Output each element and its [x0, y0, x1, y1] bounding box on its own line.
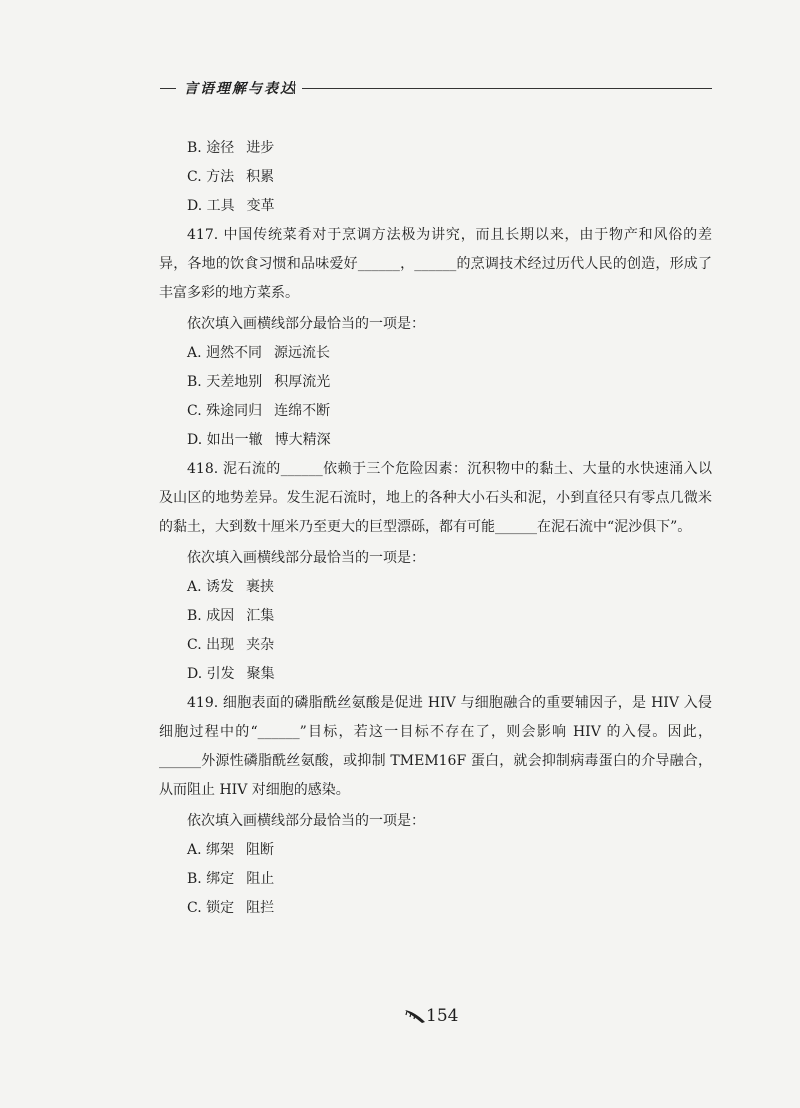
- header-rule: [302, 88, 712, 89]
- question-417-option-d: [187, 426, 712, 455]
- question-419-option-a: [187, 836, 712, 865]
- option-words: 变革: [246, 198, 275, 214]
- option-label: B. 成因: [187, 608, 235, 624]
- option-label: C. 出现: [187, 637, 235, 653]
- question-417-option-b: [187, 368, 712, 397]
- option-words: 积厚流光: [274, 374, 331, 390]
- feather-quill-icon: [404, 1008, 426, 1024]
- option-words: 阻止: [246, 871, 275, 887]
- header-divider: [294, 81, 295, 94]
- option-label: D. 如出一辙: [187, 432, 263, 448]
- option-words: 汇集: [246, 608, 275, 624]
- question-418-option-a: [187, 573, 712, 602]
- question-419-stem: 419. 细胞表面的磷脂酰丝氨酸是促进 HIV 与细胞融合的重要辅因子，是 HIV 入侵细胞过程中的“______”目标，若这一目标不存在了，则会影响 HIV 的入侵。因此，______外源性磷脂酰丝氨酸，或抑制 TMEM16F 蛋白，就会抑制病毒蛋白的介导融合，从而阻止 HIV 对细胞的感染。: [159, 695, 712, 798]
- option-words: 聚集: [246, 666, 275, 682]
- option-words: 阻断: [246, 842, 275, 858]
- option-label: B. 绑定: [187, 871, 235, 887]
- question-417-option-a: [187, 339, 712, 368]
- option-label: D. 工具: [187, 198, 235, 214]
- option-label: B. 途径: [187, 140, 235, 156]
- option-label: C. 锁定: [187, 900, 235, 916]
- header-dash: [160, 88, 176, 89]
- option-c-prev: [187, 163, 712, 192]
- option-label: A. 迥然不同: [187, 345, 263, 361]
- question-419-option-b: [187, 865, 712, 894]
- question-418-stem: 418. 泥石流的______依赖于三个危险因素：沉积物中的黏土、大量的水快速涌入以及山区的地势差异。发生泥石流时，地上的各种大小石头和泥，小到直径只有零点几微米的黏土，大到数十厘米乃至更大的巨型漂砾，都有可能______在泥石流中“泥沙俱下”。: [159, 461, 712, 535]
- page-number: 154: [426, 1006, 459, 1026]
- option-label: B. 天差地别: [187, 374, 263, 390]
- option-label: D. 引发: [187, 666, 235, 682]
- option-label: C. 方法: [187, 169, 235, 185]
- question-417-option-c: [187, 397, 712, 426]
- question-417-stem: 417. 中国传统菜肴对于烹调方法极为讲究，而且长期以来，由于物产和风俗的差异，各地的饮食习惯和品味爱好______，______的烹调技术经过历代人民的创造，形成了丰富多彩的地方菜系。: [159, 227, 712, 301]
- question-418-option-b: [187, 602, 712, 631]
- option-label: C. 殊途同归: [187, 403, 263, 419]
- option-words: 裹挟: [246, 579, 275, 595]
- question-418-option-c: [187, 631, 712, 660]
- option-words: 阻拦: [246, 900, 275, 916]
- option-words: 进步: [246, 140, 275, 156]
- option-words: 博大精深: [274, 432, 331, 448]
- running-header: [160, 78, 712, 100]
- question-417-prompt: 依次填入画横线部分最恰当的一项是：: [187, 316, 425, 332]
- option-words: 连绵不断: [274, 403, 331, 419]
- option-words: 夹杂: [246, 637, 275, 653]
- question-419-prompt: 依次填入画横线部分最恰当的一项是：: [187, 813, 425, 829]
- option-label: A. 诱发: [187, 579, 235, 595]
- question-419-option-c: [187, 894, 712, 923]
- section-title: 言语理解与表达: [184, 81, 296, 97]
- option-label: A. 绑架: [187, 842, 235, 858]
- option-d-prev: [187, 192, 712, 221]
- question-418-prompt: 依次填入画横线部分最恰当的一项是：: [187, 550, 425, 566]
- option-words: 积累: [246, 169, 275, 185]
- option-b-prev: [187, 134, 712, 163]
- question-418-option-d: [187, 660, 712, 689]
- option-words: 源远流长: [274, 345, 331, 361]
- page-content: [159, 134, 712, 923]
